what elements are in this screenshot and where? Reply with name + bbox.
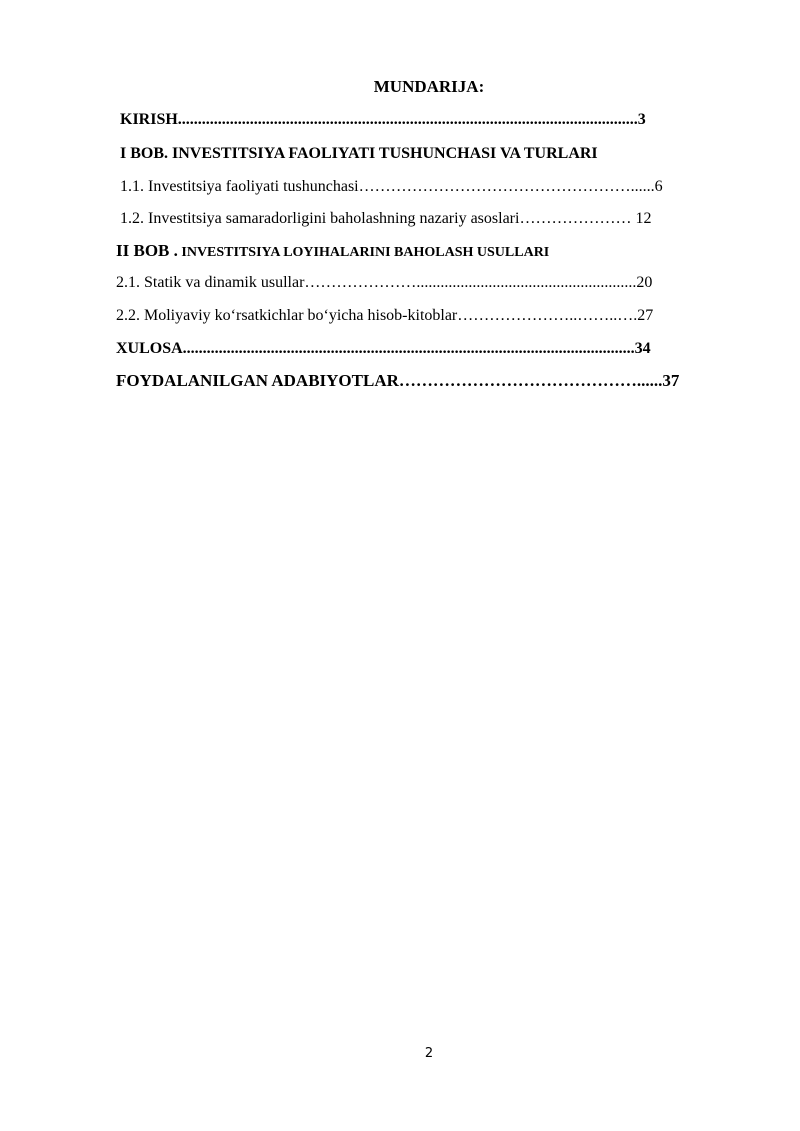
- toc-entry-chapter-2: [116, 241, 744, 263]
- toc-entry-text: INVESTITSIYA LOYIHALARINI BAHOLASH USULLARI: [177, 245, 550, 260]
- toc-entry-text: I BOB. INVESTITSIYA FAOLIYATI TUSHUNCHASI VA TURLARI: [120, 145, 598, 162]
- toc-entry-section-1-2: [120, 209, 744, 229]
- toc-entry-chapter-1: [120, 144, 740, 164]
- toc-entry-section-2-1: [116, 273, 744, 293]
- toc-entry-section-2-2: [116, 306, 744, 326]
- toc-entry-references: [116, 371, 742, 391]
- toc-chapter-label: II BOB .: [116, 241, 178, 260]
- toc-entry-text: FOYDALANILGAN ADABIYOTLAR……………………………………......37: [116, 371, 680, 390]
- toc-entry-conclusion: [116, 339, 740, 359]
- toc-entry-introduction: [120, 110, 734, 130]
- page-number: 2: [424, 1046, 434, 1061]
- toc-entry-text: 2.2. Moliyaviy ko‘rsatkichlar bo‘yicha hisob-kitoblar…………………..……..….27: [116, 307, 654, 324]
- toc-entry-text: 1.2. Investitsiya samaradorligini baholashning nazariy asoslari………………… 12: [120, 210, 652, 227]
- toc-entry-text: 2.1. Statik va dinamik usullar………………….......................................................20: [116, 274, 653, 291]
- toc-title: MUNDARIJA:: [373, 77, 485, 96]
- toc-entry-section-1-1: [120, 177, 736, 197]
- toc-entry-text: 1.1. Investitsiya faoliyati tushunchasi……………………………………………......6: [120, 178, 663, 195]
- toc-entry-text: XULOSA.................................................................................................................34: [116, 340, 651, 357]
- toc-entry-text: KIRISH...................................................................................................................3: [120, 111, 646, 128]
